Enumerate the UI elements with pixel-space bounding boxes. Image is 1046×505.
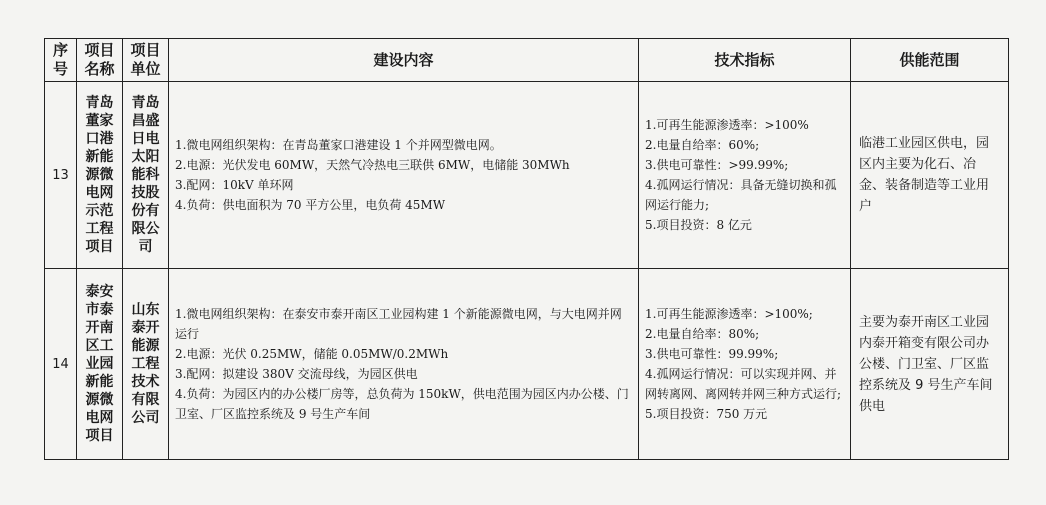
header-index: 序号 [45,39,77,82]
content-line: 1.微电网组织架构：在青岛董家口港建设 1 个并网型微电网。 [175,138,502,152]
metric-line: 1.可再生能源渗透率：>100% [645,118,809,132]
project-unit: 山东泰开能源工程技术有限公司 [123,269,169,460]
content-line: 4.负荷：供电面积为 70 平方公里，电负荷 45MW [175,198,446,212]
metric-line: 1.可再生能源渗透率：>100%; [645,307,813,321]
project-unit: 青岛昌盛日电太阳能科技股份有限公司 [123,82,169,269]
technical-metrics [639,269,851,460]
table-row [45,269,1009,460]
metric-line: 4.孤网运行情况：可以实现并网、并网转离网、离网转并网三种方式运行; [645,367,842,401]
header-content: 建设内容 [169,39,639,82]
metric-line: 5.项目投资：750 万元 [645,407,768,421]
document-page [44,38,1008,460]
project-name: 泰安市泰开南区工业园新能源微电网项目 [77,269,123,460]
row-index: 14 [45,269,77,460]
table-row [45,82,1009,269]
metric-line: 5.项目投资：8 亿元 [645,218,752,232]
header-project-name: 项目名称 [77,39,123,82]
metric-line: 3.供电可靠性：>99.99%; [645,158,789,172]
content-line: 3.配网：拟建设 380V 交流母线，为园区供电 [175,367,418,381]
metric-line: 3.供电可靠性：99.99%; [645,347,779,361]
construction-content [169,269,639,460]
content-line: 3.配网：10kV 单环网 [175,178,294,192]
metric-line: 2.电量自给率：80%; [645,327,760,341]
content-line: 2.电源：光伏发电 60MW，天然气冷热电三联供 6MW，电储能 30MWh [175,158,570,172]
content-line: 1.微电网组织架构：在泰安市泰开南区工业园构建 1 个新能源微电网，与大电网并网运行 [175,307,622,341]
technical-metrics [639,82,851,269]
row-index: 13 [45,82,77,269]
content-line: 2.电源：光伏 0.25MW，储能 0.05MW/0.2MWh [175,347,449,361]
metric-line: 4.孤网运行情况：具备无缝切换和孤网运行能力; [645,178,837,212]
header-row [45,39,1009,82]
project-name: 青岛董家口港新能源微电网示范工程项目 [77,82,123,269]
header-project-unit: 项目单位 [123,39,169,82]
construction-content [169,82,639,269]
content-line: 4.负荷：为园区内的办公楼厂房等，总负荷为 150kW，供电范围为园区内办公楼、门卫室、厂区监控系统及 9 号生产车间 [175,387,629,421]
header-scope: 供能范围 [851,39,1009,82]
project-table [44,38,1009,460]
header-metrics: 技术指标 [639,39,851,82]
metric-line: 2.电量自给率：60%; [645,138,760,152]
supply-scope: 临港工业园区供电，园区内主要为化石、冶金、装备制造等工业用户 [851,82,1009,269]
supply-scope: 主要为泰开南区工业园内泰开箱变有限公司办公楼、门卫室、厂区监控系统及 9 号生产车间供电 [851,269,1009,460]
